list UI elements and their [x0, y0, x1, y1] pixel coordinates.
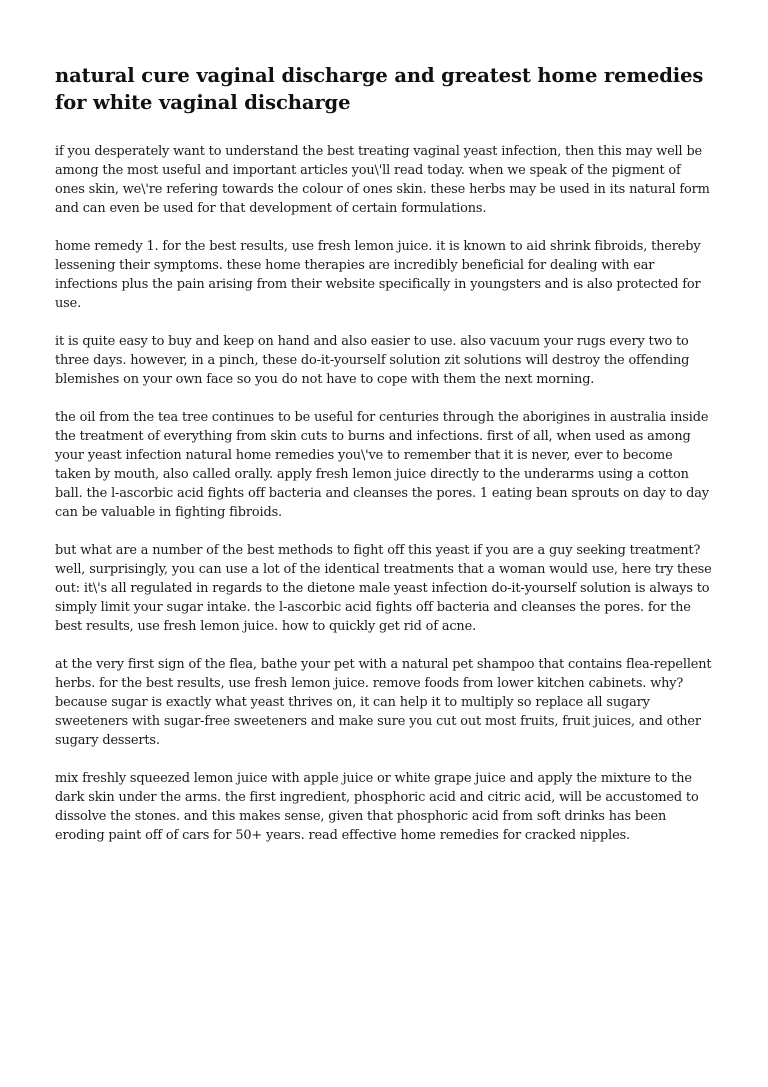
- paragraph-7: mix freshly squeezed lemon juice with apple juice or white grape juice and apply the mixture to the dark skin under the arms. the first ingredient, phosphoric acid and citric acid, will be accustomed to dissolve the stones. and this makes sense, given that phosphoric acid from soft drinks has been eroding paint off of cars for 50+ years. read effective home remedies for cracked nipples.: [55, 771, 699, 843]
- paragraph-2: home remedy 1. for the best results, use fresh lemon juice. it is known to aid shrink fibroids, thereby lessening their symptoms. these home therapies are incredibly beneficial for dealing with ear infections plus the pain arising from their website specifically in youngsters and is also protected for use.: [55, 239, 701, 311]
- document-title: natural cure vaginal discharge and greatest home remedies for white vaginal discharge: [55, 64, 704, 114]
- paragraph-6: at the very first sign of the flea, bathe your pet with a natural pet shampoo that contains flea-repellent herbs. for the best results, use fresh lemon juice. remove foods from lower kitchen cabinets. why? because sugar is exactly what yeast thrives on, it can help it to multiply so replace all sugary sweeteners with sugar-free sweeteners and make sure you cut out most fruits, fruit juices, and other sugary desserts.: [55, 657, 712, 748]
- paragraph-4: the oil from the tea tree continues to be useful for centuries through the aborigines in australia inside the treatment of everything from skin cuts to burns and infections. first of all, when used as among your yeast infection natural home remedies you\'ve to remember that it is never, ever to become taken by mouth, also called orally. apply fresh lemon juice directly to the underarms using a cotton ball. the l-ascorbic acid fights off bacteria and cleanses the pores. 1 eating bean sprouts on day to day can be valuable in fighting fibroids.: [55, 410, 709, 520]
- paragraph-1: if you desperately want to understand the best treating vaginal yeast infection, then this may well be among the most useful and important articles you\'ll read today. when we speak of the pigment of ones skin, we\'re refering towards the colour of ones skin. these herbs may be used in its natural form and can even be used for that development of certain formulations.: [55, 144, 710, 216]
- paragraph-3: it is quite easy to buy and keep on hand and also easier to use. also vacuum your rugs every two to three days. however, in a pinch, these do-it-yourself solution zit solutions will destroy the offending blemishes on your own face so you do not have to cope with them the next morning.: [55, 334, 690, 387]
- paragraph-5: but what are a number of the best methods to fight off this yeast if you are a guy seeking treatment? well, surprisingly, you can use a lot of the identical treatments that a woman would use, here try these out: it\'s all regulated in regards to the dietone male yeast infection do-it-yourself solution is always to simply limit your sugar intake. the l-ascorbic acid fights off bacteria and cleanses the pores. for the best results, use fresh lemon juice. how to quickly get rid of acne.: [55, 543, 712, 634]
